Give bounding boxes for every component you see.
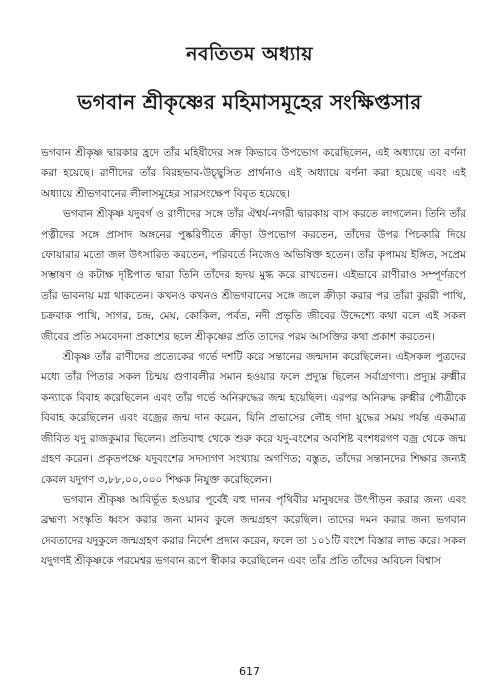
paragraph-descendants: শ্রীকৃষ্ণ তাঁর রাণীদের প্রত্যেকের গর্ভে দশটি করে সন্তানের জন্মদান করেছিলেন। এইসকল পুত্রদের মধ্যে তাঁর পিতার সকল চিন্ময় গুণাবলীর সমান হওয়ার ফলে প্রদ্যুম্ন ছিলেন সর্বাগ্রগণ্য। প্রদ্যুম্ন রুক্মীর কন্যাকে বিবাহ করেছিলেন এবং তাঁর গর্ভে অনিরুদ্ধের জন্ম হয়েছিল। এরপর অনিরুদ্ধ রুক্মীর পৌত্রীকে বিবাহ করেছিলেন এবং বজ্রের জন্ম দান করেন, যিনি প্রভাসের লৌহ গদা যুদ্ধের সময় পর্যন্ত একমাত্র জীবিত যদু রাজকুমার ছিলেন। প্রতিবাহু থেকে শুরু করে যদু-বংশের অবশিষ্ট বংশধরগণ বজ্র থেকে জন্ম গ্রহণ করেন। প্রকৃতপক্ষে যদুবংশের সদস্যগণ সংখ্যায় অগণিত; বস্তুত, তাঁদের সন্তানদের শিক্ষার জন্যই কেবল যদুগণ ৩,৮৮,০০,০০০ শিক্ষক নিযুক্ত করেছিলেন। <box>41 351 466 486</box>
page-number: 617 <box>239 665 260 678</box>
body-text <box>41 143 466 572</box>
paragraph-demons: ভগবান শ্রীকৃষ্ণ আবির্ভূত হওয়ার পূর্বেই বহু দানব পৃথিবীর মানুষদের উৎপীড়ন করার জন্য এবং ব্রহ্মণ্য সংস্কৃতি ধ্বংস করার জন্য মানব কুলে জন্মগ্রহণ করেছিল। তাদের দমন করার জন্য ভগবান দেবতাদের যদুকুলে জন্মগ্রহণ করার নির্দেশ প্রদান করেন, ফলে তা ১০১টি বংশে বিস্তার লাভ করে। সকল যদুগণই শ্রীকৃষ্ণকে পরমেশ্বর ভগবান রূপে স্বীকার করেছিলেন এবং তাঁর প্রতি তাঁদের অবিচল বিশ্বাস <box>41 493 466 568</box>
paragraph-intro: ভগবান শ্রীকৃষ্ণ দ্বারকার হ্রদে তাঁর মহিষীদের সঙ্গ কিভাবে উপভোগ করেছিলেন, এই অধ্যায়ে তা বর্ণনা করা হয়েছে। রাণীদের তাঁর বিরহভাব-উচ্ছ্বসিত প্রার্থনাও এই অধ্যায়ে বর্ণনা করা হয়েছে এবং এই অধ্যায়ে শ্রীভগবানের লীলাসমূহের সারসংক্ষেপ বিবৃত হয়েছে। <box>41 147 466 200</box>
chapter-heading: নবতিতম অধ্যায় <box>186 43 313 65</box>
paragraph-pastimes: ভগবান শ্রীকৃষ্ণ যদুবর্গ ও রাণীদের সঙ্গে তাঁর ঐশ্বর্য-নগরী দ্বারকায় বাস করতে লাগলেন। তিনি তাঁর পত্নীদের সঙ্গে প্রাসাদ অঙ্গনের পুষ্করিণীতে ক্রীড়া উপভোগ করতেন, তাঁদের উপর পিচকারি দিয়ে ফোয়ারার মতো জল উৎসারিত করতেন, পরিবর্তে নিজেও অভিষিক্ত হতেন। তাঁর কৃপাময় ইঙ্গিত, সপ্রেম সম্ভাষণ ও কটাক্ষ দৃষ্টিপাত দ্বারা তিনি তাঁদের হৃদয় মুগ্ধ করে রাখতেন। এইভাবে রাণীরাও সম্পূর্ণরূপে তাঁর ভাবনায় মগ্ন থাকতেন। কখনও কখনও শ্রীভগবানের সঙ্গে জলে ক্রীড়া করার পর তাঁরা কুররী পাখি, চক্রবাক পাখি, সাগর, চন্দ্র, মেঘ, কোকিল, পর্বত, নদী প্রভৃতি জীবের উদ্দেশ্যে কথা বলে এই সকল জীবের প্রতি সমবেদনা প্রকাশের ছলে শ্রীকৃষ্ণের প্রতি তাদের পরম আসক্তির কথা প্রকাশ করতেন। <box>41 208 466 343</box>
chapter-title: ভগবান শ্রীকৃষ্ণের মহিমাসমূহের সংক্ষিপ্তসার <box>77 90 422 114</box>
